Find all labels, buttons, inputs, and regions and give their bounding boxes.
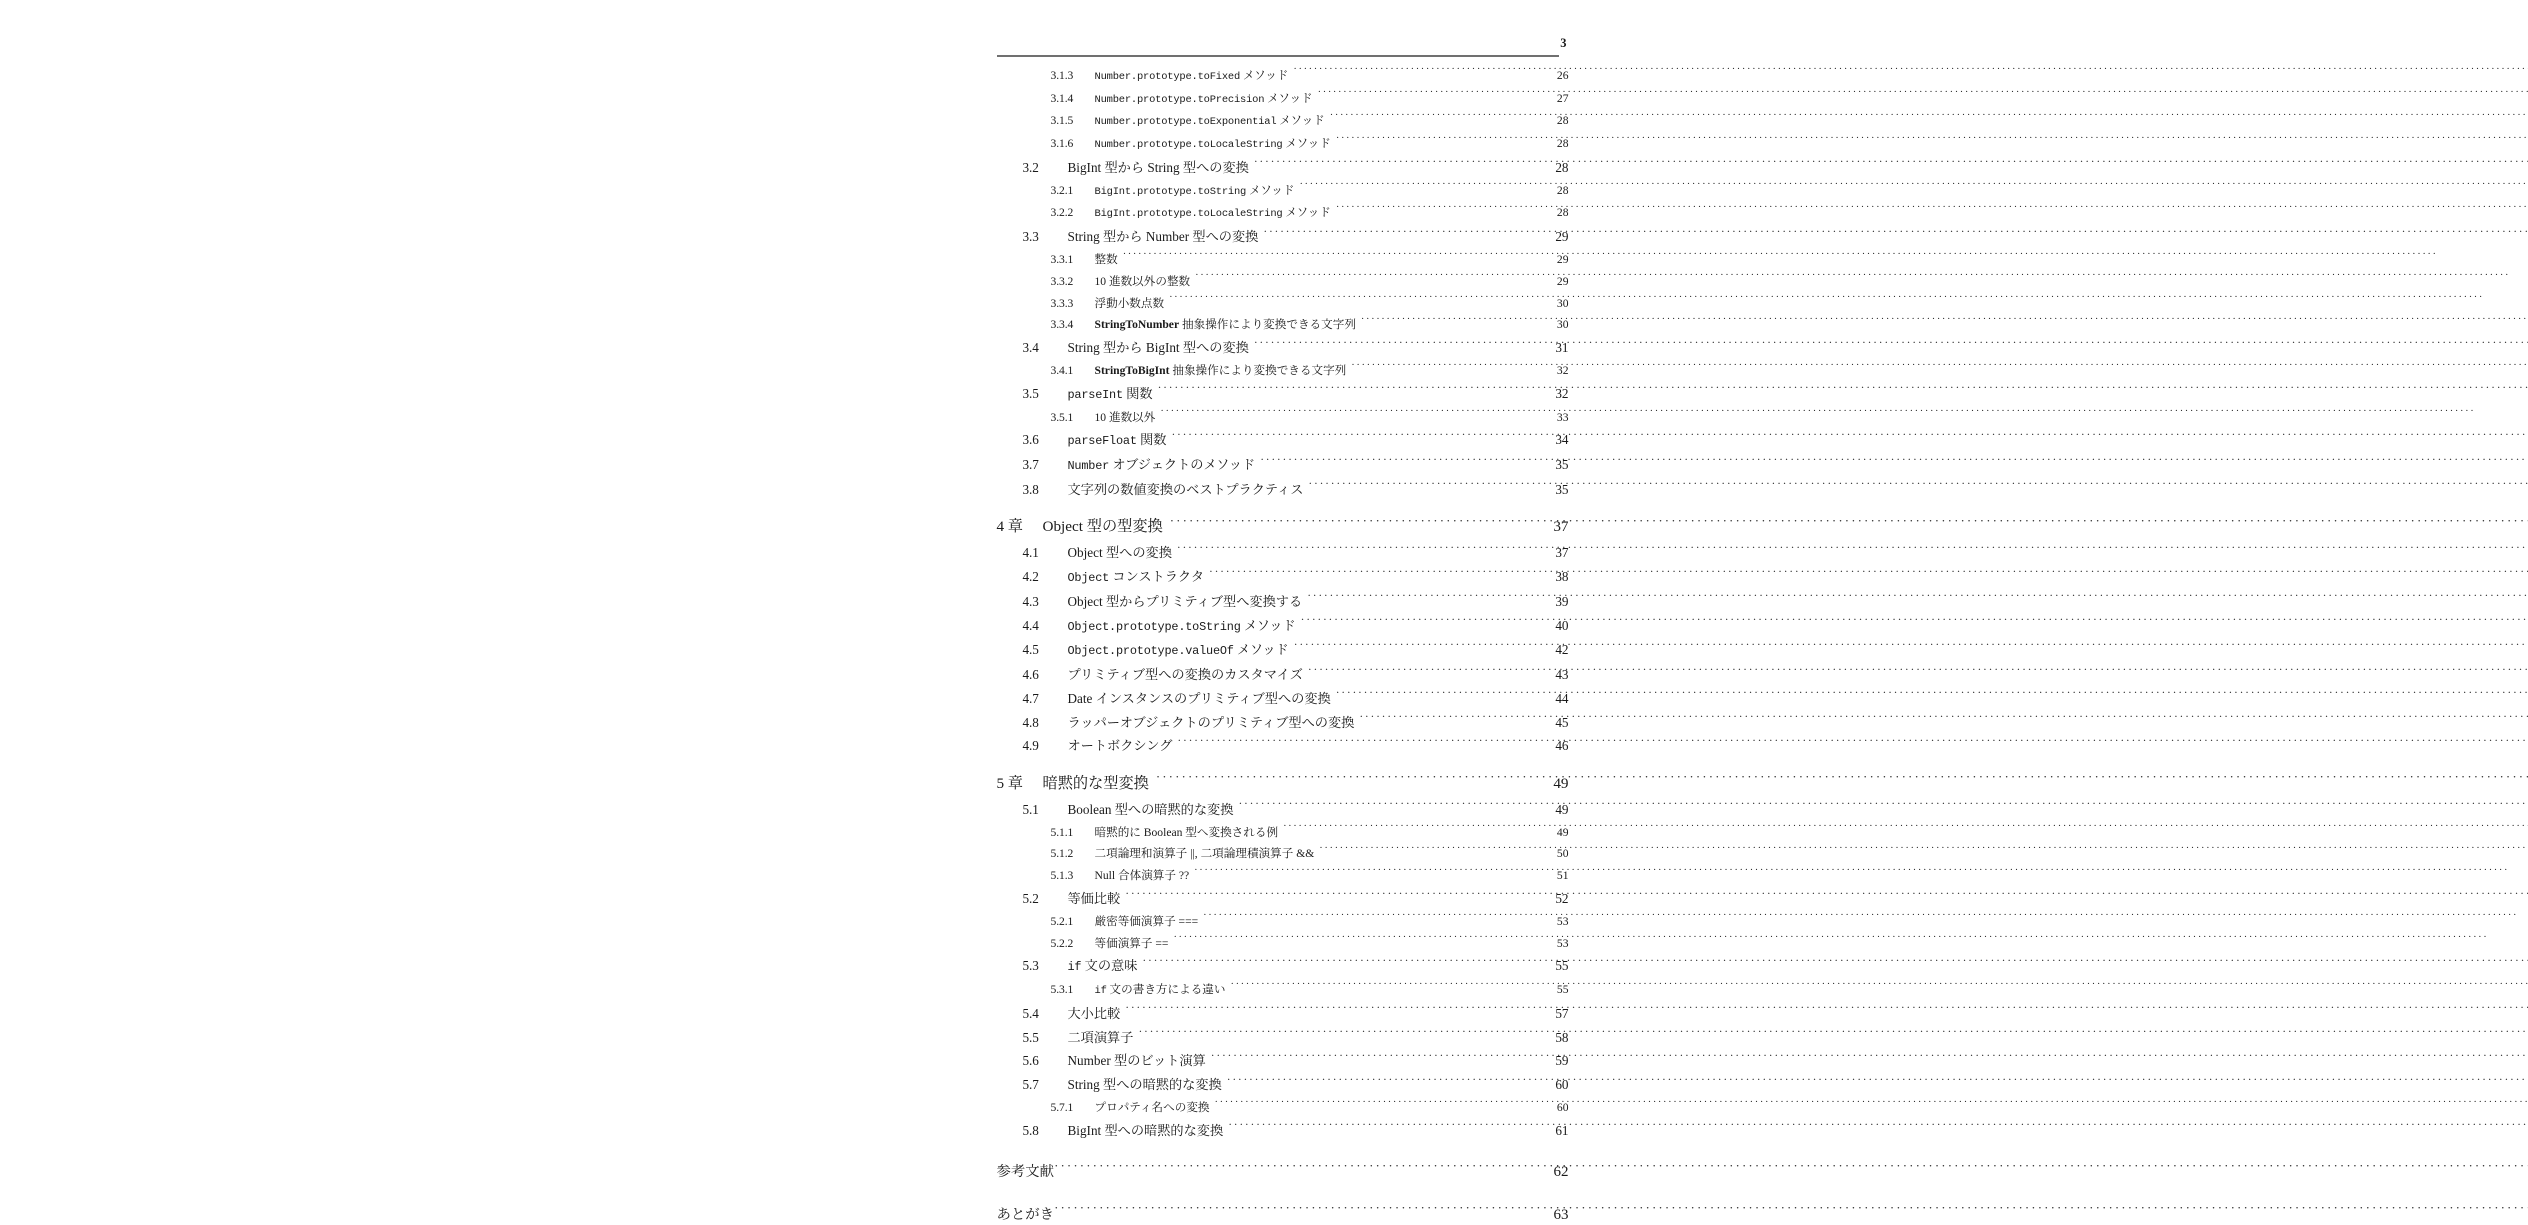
toc-leader-dots	[1203, 913, 1540, 925]
toc-entry[interactable]	[997, 456, 1569, 475]
toc-entry-page-number: 45	[1555, 714, 1569, 730]
toc-leader-dots	[1308, 666, 1541, 679]
toc-entry-title: Object 型の型変換	[1042, 518, 1163, 536]
toc-entry-page-number: 28	[1556, 137, 1569, 151]
toc-entry-title-text: 関数	[1136, 432, 1167, 448]
toc-entry-page-number: 32	[1555, 385, 1569, 401]
toc-entry[interactable]	[997, 1076, 1569, 1094]
toc-entry[interactable]	[997, 1204, 1569, 1224]
toc-entry-page-number: 28	[1555, 159, 1569, 175]
toc-entry-number: 5.1	[1022, 801, 1039, 817]
page-header	[997, 36, 1567, 62]
toc-entry[interactable]	[997, 67, 1569, 85]
toc-leader-dots	[1301, 616, 1541, 629]
toc-entry-page-number: 53	[1556, 914, 1569, 928]
toc-leader-dots	[1336, 690, 1541, 703]
toc-leader-dots	[1263, 228, 1540, 241]
toc-entry-number: 5.1.2	[1050, 847, 1074, 861]
toc-leader-dots	[1177, 737, 1540, 750]
toc-entry[interactable]	[997, 362, 1569, 379]
toc-entry-title: Object 型からプリミティブ型へ変換する	[1067, 593, 1303, 609]
toc-entry[interactable]	[997, 957, 1569, 976]
toc-entry-page-number: 49	[1553, 774, 1569, 792]
toc-entry-title	[1068, 431, 1167, 450]
document-page	[902, 0, 1627, 1223]
toc-entry-number: 3.5.1	[1050, 410, 1074, 424]
toc-leader-dots	[1307, 593, 1540, 606]
toc-leader-dots	[1293, 67, 1540, 79]
toc-entry-page-number: 35	[1555, 457, 1569, 473]
toc-entry-title	[1095, 91, 1313, 108]
toc-entry-page-number: 55	[1556, 983, 1569, 997]
toc-leader-dots	[1318, 90, 1541, 102]
toc-entry-page-number: 60	[1556, 1101, 1569, 1114]
toc-entry[interactable]	[997, 273, 1569, 290]
toc-entry-number: 4 章	[996, 518, 1023, 536]
toc-entry[interactable]	[997, 90, 1569, 108]
toc-entry-title	[1095, 113, 1325, 130]
toc-entry-number: 5.2.2	[1050, 936, 1074, 950]
toc-entry[interactable]	[997, 182, 1569, 200]
toc-leader-dots	[1142, 957, 1540, 970]
toc-entry-title-emphasis: StringToBigInt	[1094, 363, 1170, 377]
toc-entry-title-text: メソッド	[1282, 137, 1331, 151]
toc-entry[interactable]	[997, 737, 1569, 755]
toc-entry-title	[1095, 136, 1331, 153]
toc-entry-page-number: 62	[1553, 1164, 1569, 1181]
toc-entry-number: 4.7	[1022, 690, 1039, 706]
toc-entry-page-number: 26	[1556, 68, 1569, 82]
toc-entry-number: 3.1.6	[1050, 137, 1074, 151]
toc-entry[interactable]	[997, 1099, 1569, 1116]
toc-entry-number: 4.4	[1022, 617, 1039, 633]
toc-entry-number: 4.5	[1022, 642, 1039, 658]
toc-leader-dots	[1230, 982, 1540, 994]
toc-leader-dots	[1209, 568, 1540, 581]
toc-entry-title-text: メソッド	[1240, 617, 1296, 633]
toc-leader-dots	[1173, 935, 1540, 947]
toc-entry-title: プリミティブ型への変換のカスタマイズ	[1067, 667, 1303, 683]
toc-entry-page-number: 32	[1556, 363, 1569, 377]
toc-entry-title-code: BigInt.prototype.toLocaleString	[1094, 208, 1283, 221]
toc-entry-title: 等価演算子 ==	[1094, 936, 1169, 950]
toc-leader-dots	[1319, 846, 1540, 858]
toc-entry[interactable]	[997, 385, 1569, 404]
toc-entry[interactable]	[997, 409, 1569, 426]
toc-entry-title: String 型から BigInt 型への変換	[1067, 340, 1249, 356]
toc-entry[interactable]	[997, 593, 1569, 611]
toc-leader-dots	[1283, 824, 1540, 836]
toc-entry-page-number: 33	[1556, 410, 1569, 424]
toc-entry-page-number: 28	[1556, 206, 1569, 220]
toc-entry[interactable]	[997, 772, 1569, 793]
toc-entry-number: 5.6	[1022, 1053, 1039, 1069]
toc-entry[interactable]	[997, 1005, 1569, 1023]
toc-leader-dots	[1330, 113, 1541, 125]
toc-entry[interactable]	[997, 890, 1569, 908]
toc-entry-title-code: Number.prototype.toLocaleString	[1094, 139, 1283, 152]
toc-entry-page-number: 44	[1555, 690, 1569, 706]
toc-entry-number: 3.8	[1022, 481, 1039, 497]
toc-entry-number: 5.1.1	[1050, 825, 1074, 839]
toc-entry[interactable]	[997, 295, 1569, 312]
toc-entry-number: 3.3.3	[1050, 296, 1074, 310]
toc-entry-title-text: メソッド	[1240, 68, 1289, 82]
toc-entry-number: 3.7	[1022, 457, 1039, 473]
table-of-contents	[902, 62, 1627, 1225]
toc-entry-page-number: 28	[1556, 183, 1569, 197]
toc-entry-title: String 型から Number 型への変換	[1067, 229, 1259, 245]
toc-entry-title: 二項論理和演算子 ||, 二項論理積演算子 &&	[1094, 847, 1315, 861]
toc-entry-number: 3.6	[1022, 432, 1039, 448]
toc-entry-title-text: 関数	[1122, 385, 1153, 401]
toc-entry-title: オートボクシング	[1067, 738, 1173, 754]
toc-entry-page-number: 61	[1555, 1122, 1569, 1138]
toc-entry-title: 暗黙的な型変換	[1042, 774, 1149, 792]
toc-entry-number: 5.7	[1022, 1077, 1039, 1093]
toc-entry[interactable]	[997, 136, 1569, 154]
toc-entry-title-code: Number.prototype.toExponential	[1094, 116, 1277, 129]
toc-entry-title: 厳密等価演算子 ===	[1094, 914, 1199, 928]
toc-entry-page-number: 55	[1555, 958, 1569, 974]
toc-entry-title-text: メソッド	[1233, 642, 1289, 658]
toc-entry-number: 4.9	[1022, 738, 1039, 754]
toc-entry-number: 3.3	[1022, 229, 1039, 245]
toc-entry-page-number: 30	[1556, 296, 1569, 310]
toc-leader-dots	[1336, 205, 1541, 217]
toc-leader-dots	[1351, 362, 1540, 374]
toc-entry-number: 4.2	[1022, 569, 1039, 584]
toc-entry[interactable]	[997, 544, 1569, 562]
toc-entry-title-code: BigInt.prototype.toString	[1094, 185, 1247, 198]
toc-entry-page-number: 43	[1555, 667, 1569, 683]
toc-leader-dots	[1125, 1005, 1540, 1018]
toc-entry-title	[1095, 982, 1226, 999]
toc-entry[interactable]	[997, 935, 1569, 952]
toc-entry-title-code: if	[1067, 960, 1082, 975]
toc-entry-page-number: 30	[1556, 318, 1569, 332]
toc-entry-title-code: if	[1094, 985, 1107, 998]
toc-entry-title	[1095, 68, 1289, 85]
toc-entry-title-code: Object	[1067, 571, 1110, 585]
toc-entry-number: 3.3.2	[1050, 274, 1074, 288]
toc-leader-dots	[1125, 890, 1540, 903]
toc-entry-number: 4.3	[1022, 593, 1039, 609]
toc-entry-title: Date インスタンスのプリミティブ型への変換	[1067, 690, 1331, 706]
toc-entry-title	[1095, 317, 1356, 333]
toc-entry-number: 5.8	[1022, 1122, 1039, 1138]
toc-entry[interactable]	[997, 339, 1569, 357]
toc-entry-title: プロパティ名への変換	[1094, 1101, 1210, 1114]
toc-entry-title: 文字列の数値変換のベストプラクティス	[1067, 481, 1304, 497]
toc-entry-title-text: オブジェクトのメソッド	[1109, 457, 1256, 473]
toc-entry-title-text: 抽象操作により変換できる文字列	[1169, 363, 1347, 377]
toc-entry-number: 5.4	[1022, 1005, 1039, 1021]
toc-entry-title-code: Number.prototype.toFixed	[1094, 70, 1241, 83]
toc-leader-dots	[1361, 317, 1541, 329]
toc-leader-dots	[1158, 385, 1541, 398]
toc-entry-page-number: 63	[1553, 1206, 1569, 1223]
toc-entry-page-number: 37	[1555, 545, 1569, 561]
toc-entry-page-number: 29	[1556, 253, 1569, 267]
toc-entry[interactable]	[997, 982, 1569, 1000]
toc-entry-title-text: メソッド	[1246, 183, 1295, 197]
toc-entry[interactable]	[997, 1028, 1569, 1046]
toc-entry-title	[1095, 183, 1295, 200]
toc-entry[interactable]	[997, 251, 1569, 268]
toc-entry-title	[1068, 385, 1153, 404]
toc-entry-number: 3.2	[1022, 159, 1039, 175]
toc-entry-title-code: Object.prototype.toString	[1067, 619, 1241, 634]
toc-leader-dots	[1054, 1204, 1536, 1218]
toc-leader-dots	[1359, 714, 1540, 727]
toc-entry-page-number: 39	[1555, 593, 1569, 609]
toc-entry-title-emphasis: StringToNumber	[1094, 318, 1180, 332]
toc-entry-page-number: 50	[1556, 847, 1569, 861]
toc-entry[interactable]	[997, 516, 1569, 537]
toc-leader-dots	[1054, 1162, 1536, 1176]
toc-leader-dots	[1227, 1076, 1541, 1089]
toc-entry[interactable]	[997, 159, 1569, 177]
toc-entry-page-number: 34	[1555, 432, 1569, 448]
toc-entry-title: あとがき	[996, 1206, 1055, 1223]
toc-entry-title	[1095, 363, 1347, 379]
page-folio-number: 3	[1560, 36, 1567, 50]
toc-entry-number: 4.1	[1022, 545, 1039, 561]
toc-entry[interactable]	[997, 690, 1569, 708]
toc-entry-title	[1068, 617, 1296, 636]
toc-entry[interactable]	[997, 1052, 1569, 1070]
toc-leader-dots	[1156, 772, 1537, 787]
toc-entry-title-text: 文の書き方による違い	[1106, 983, 1226, 997]
toc-leader-dots	[1228, 1122, 1540, 1135]
toc-entry[interactable]	[997, 481, 1569, 499]
toc-entry-title: 10 進数以外の整数	[1094, 274, 1191, 288]
toc-entry-title-code: Number.prototype.toPrecision	[1094, 93, 1265, 106]
toc-entry[interactable]	[997, 431, 1569, 450]
toc-entry-page-number: 52	[1555, 890, 1569, 906]
toc-entry[interactable]	[997, 1162, 1569, 1182]
toc-leader-dots	[1194, 868, 1540, 880]
toc-entry-number: 3.5	[1022, 385, 1039, 401]
toc-entry-title	[1068, 568, 1205, 587]
toc-entry-page-number: 40	[1555, 617, 1569, 633]
toc-entry-number: 4.8	[1022, 714, 1039, 730]
toc-entry-number: 3.2.2	[1050, 206, 1074, 220]
toc-entry-page-number: 46	[1555, 738, 1569, 754]
toc-entry-title: Null 合体演算子 ??	[1094, 869, 1190, 883]
toc-entry-title: 二項演算子	[1067, 1029, 1134, 1045]
toc-entry-number: 3.2.1	[1050, 183, 1074, 197]
toc-entry-title: 浮動小数点数	[1094, 296, 1165, 310]
toc-entry-number: 5.5	[1022, 1029, 1039, 1045]
toc-entry-number: 3.3.1	[1050, 253, 1074, 267]
toc-entry-title: ラッパーオブジェクトのプリミティブ型への変換	[1067, 714, 1355, 730]
toc-entry-title-text: 抽象操作により変換できる文字列	[1179, 318, 1356, 332]
toc-leader-dots	[1171, 431, 1540, 444]
toc-leader-dots	[1336, 136, 1541, 148]
toc-entry-page-number: 49	[1556, 825, 1569, 839]
toc-entry-page-number: 60	[1555, 1077, 1569, 1093]
toc-entry[interactable]	[997, 616, 1569, 635]
toc-entry-page-number: 29	[1555, 229, 1569, 245]
toc-leader-dots	[1169, 295, 1540, 307]
toc-entry-page-number: 42	[1555, 642, 1569, 658]
toc-entry[interactable]	[997, 913, 1569, 930]
toc-entry-title: String 型への暗黙的な変換	[1067, 1077, 1222, 1093]
toc-entry-title: 暗黙的に Boolean 型へ変換される例	[1094, 825, 1279, 839]
toc-entry[interactable]	[997, 317, 1569, 334]
toc-entry-title	[1068, 641, 1289, 660]
toc-entry-title: 整数	[1094, 253, 1118, 267]
toc-entry-page-number: 31	[1555, 340, 1569, 356]
toc-leader-dots	[1170, 516, 1537, 531]
toc-entry-page-number: 53	[1556, 936, 1569, 950]
toc-entry-page-number: 29	[1556, 274, 1569, 288]
toc-entry-number: 3.1.5	[1050, 114, 1074, 128]
toc-entry-page-number: 28	[1556, 114, 1569, 128]
toc-entry-title-code: parseInt	[1067, 387, 1123, 402]
toc-entry-title-text: コンストラクタ	[1109, 569, 1205, 584]
header-divider-rule	[997, 55, 1559, 57]
toc-leader-dots	[1294, 641, 1541, 654]
toc-entry[interactable]	[997, 205, 1569, 223]
toc-entry-page-number: 49	[1555, 801, 1569, 817]
toc-entry-title: 参考文献	[996, 1164, 1055, 1181]
toc-entry[interactable]	[997, 714, 1569, 732]
toc-entry-title: BigInt 型への暗黙的な変換	[1067, 1122, 1224, 1138]
toc-leader-dots	[1211, 1052, 1541, 1065]
toc-leader-dots	[1299, 182, 1540, 194]
toc-entry-number: 3.3.4	[1050, 318, 1074, 332]
toc-entry-number: 5.1.3	[1050, 869, 1074, 883]
toc-leader-dots	[1238, 801, 1540, 814]
toc-entry-number: 5.2	[1022, 890, 1039, 906]
toc-entry[interactable]	[997, 113, 1569, 131]
toc-entry-page-number: 38	[1555, 569, 1569, 584]
toc-entry-title: BigInt 型から String 型への変換	[1067, 159, 1249, 175]
toc-entry[interactable]	[997, 801, 1569, 819]
toc-leader-dots	[1254, 339, 1541, 352]
toc-entry-page-number: 57	[1555, 1005, 1569, 1021]
toc-leader-dots	[1215, 1099, 1541, 1111]
toc-entry-title: Object 型への変換	[1067, 545, 1172, 561]
toc-entry[interactable]	[997, 1122, 1569, 1140]
toc-entry[interactable]	[997, 846, 1569, 863]
toc-entry-title: Boolean 型への暗黙的な変換	[1067, 801, 1234, 817]
toc-entry-title: 等価比較	[1067, 890, 1121, 906]
toc-entry-page-number: 37	[1553, 518, 1569, 536]
toc-entry-number: 3.4	[1022, 340, 1039, 356]
toc-entry-title-text: 文の意味	[1081, 958, 1138, 974]
toc-entry[interactable]	[997, 568, 1569, 587]
toc-entry-page-number: 51	[1556, 869, 1569, 883]
toc-entry[interactable]	[997, 824, 1569, 841]
toc-entry-page-number: 59	[1555, 1053, 1569, 1069]
toc-entry-page-number: 27	[1556, 91, 1569, 105]
toc-entry-title	[1068, 957, 1138, 976]
toc-entry-number: 3.1.3	[1050, 68, 1074, 82]
toc-entry-title-code: parseFloat	[1067, 434, 1137, 449]
toc-leader-dots	[1123, 251, 1541, 263]
toc-entry-title: Number 型のビット演算	[1067, 1053, 1206, 1069]
toc-leader-dots	[1138, 1028, 1540, 1041]
toc-entry-title-code: Number	[1067, 459, 1110, 474]
toc-entry-page-number: 58	[1555, 1029, 1569, 1045]
toc-entry-number: 5.3.1	[1050, 983, 1074, 997]
toc-leader-dots	[1260, 456, 1540, 469]
toc-entry[interactable]	[997, 868, 1569, 885]
toc-entry-title-text: メソッド	[1276, 114, 1325, 128]
toc-entry-number: 5.2.1	[1050, 914, 1074, 928]
toc-entry[interactable]	[997, 641, 1569, 660]
toc-entry-title-text: メソッド	[1282, 206, 1331, 220]
toc-entry-page-number: 35	[1555, 481, 1569, 497]
toc-entry-number: 3.1.4	[1050, 91, 1074, 105]
toc-entry-number: 4.6	[1022, 667, 1039, 683]
toc-entry-number: 5.7.1	[1050, 1101, 1074, 1114]
toc-entry-number: 5 章	[996, 774, 1023, 792]
toc-entry-number: 5.3	[1022, 958, 1039, 974]
toc-entry-title	[1095, 205, 1331, 222]
toc-leader-dots	[1308, 481, 1540, 494]
toc-entry-title: 大小比較	[1067, 1005, 1121, 1021]
toc-entry[interactable]	[997, 666, 1569, 684]
toc-leader-dots	[1195, 273, 1540, 285]
toc-leader-dots	[1160, 409, 1540, 421]
toc-entry-number: 3.4.1	[1050, 363, 1074, 377]
toc-leader-dots	[1177, 544, 1541, 557]
toc-entry[interactable]	[997, 228, 1569, 246]
toc-leader-dots	[1254, 159, 1541, 172]
toc-entry-title-text: メソッド	[1264, 91, 1313, 105]
toc-entry-title: 10 進数以外	[1094, 410, 1156, 424]
toc-entry-title-code: Object.prototype.valueOf	[1067, 644, 1234, 659]
toc-entry-title	[1068, 456, 1256, 475]
